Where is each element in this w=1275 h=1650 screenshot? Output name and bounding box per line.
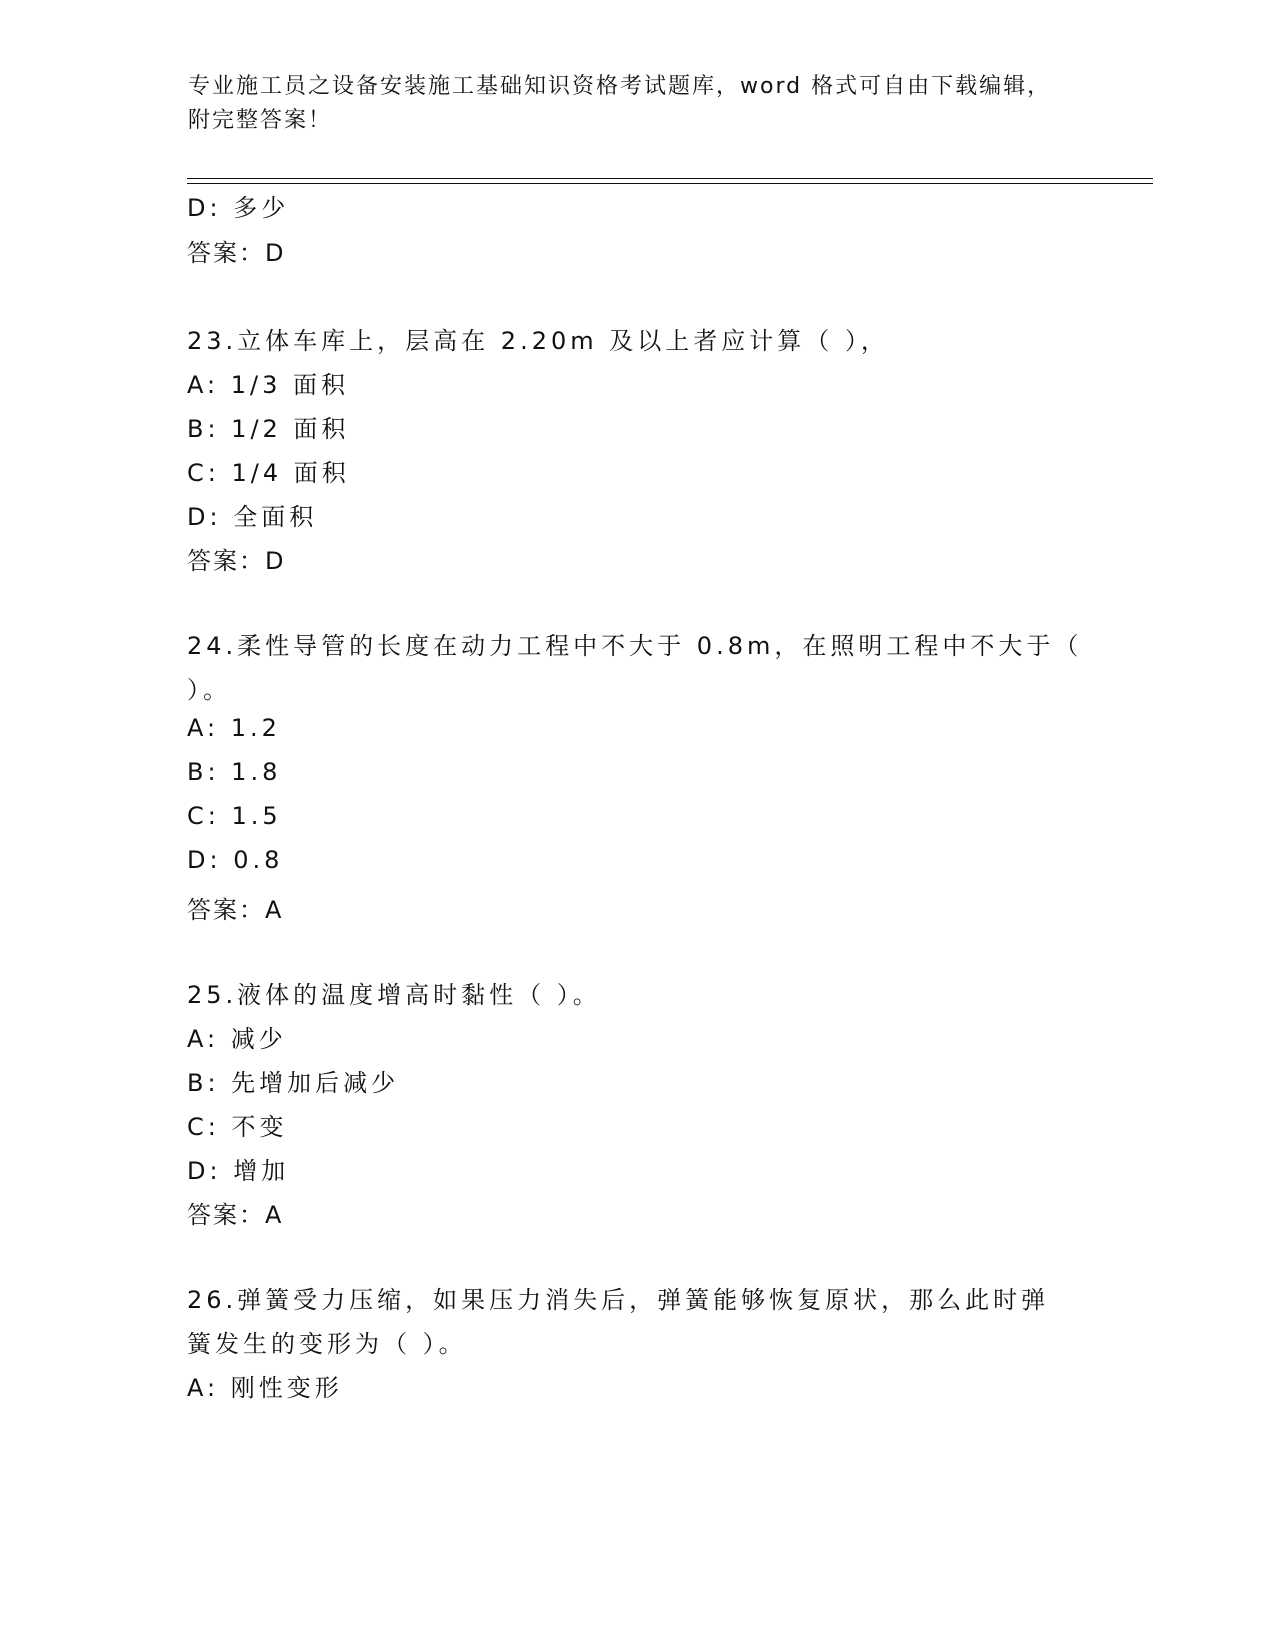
q25-option-d: D: 增加 — [187, 1157, 290, 1185]
prev-answer: 答案：D — [187, 239, 286, 267]
header-line-1: 专业施工员之设备安装施工基础知识资格考试题库，word 格式可自由下载编辑， — [188, 74, 1052, 99]
document-header — [188, 70, 1088, 138]
q24-stem-line-1: 24.柔性导管的长度在动力工程中不大于 0.8m，在照明工程中不大于（ — [187, 632, 1083, 660]
q26-stem-line-1: 26.弹簧受力压缩，如果压力消失后，弹簧能够恢复原状，那么此时弹 — [187, 1286, 1050, 1314]
header-line-2: 附完整答案！ — [188, 108, 333, 133]
q24-answer: 答案：A — [187, 896, 284, 924]
prev-option-d: D: 多少 — [187, 194, 290, 222]
q26-stem-line-2: 簧发生的变形为（ ）。 — [187, 1330, 467, 1358]
q24-stem-line-2: ）。 — [187, 676, 231, 704]
header-divider-bottom — [187, 183, 1153, 184]
q25-option-a: A: 减少 — [187, 1025, 287, 1053]
q26-option-a: A: 刚性变形 — [187, 1374, 343, 1402]
q23-option-a: A: 1/3 面积 — [187, 371, 349, 399]
q24-option-b: B: 1.8 — [187, 758, 282, 786]
q25-option-c: C: 不变 — [187, 1113, 288, 1141]
q24-option-c: C: 1.5 — [187, 802, 282, 830]
q25-answer: 答案：A — [187, 1201, 284, 1229]
q25-stem: 25.液体的温度增高时黏性（ ）。 — [187, 981, 601, 1009]
q24-option-a: A: 1.2 — [187, 714, 281, 742]
header-divider-top — [187, 178, 1153, 179]
q23-option-c: C: 1/4 面积 — [187, 459, 350, 487]
q24-option-d: D: 0.8 — [187, 846, 284, 874]
q23-stem: 23.立体车库上，层高在 2.20m 及以上者应计算（ ）， — [187, 327, 889, 355]
q23-option-b: B: 1/2 面积 — [187, 415, 350, 443]
q25-option-b: B: 先增加后减少 — [187, 1069, 400, 1097]
q23-answer: 答案：D — [187, 547, 286, 575]
q23-option-d: D: 全面积 — [187, 503, 318, 531]
